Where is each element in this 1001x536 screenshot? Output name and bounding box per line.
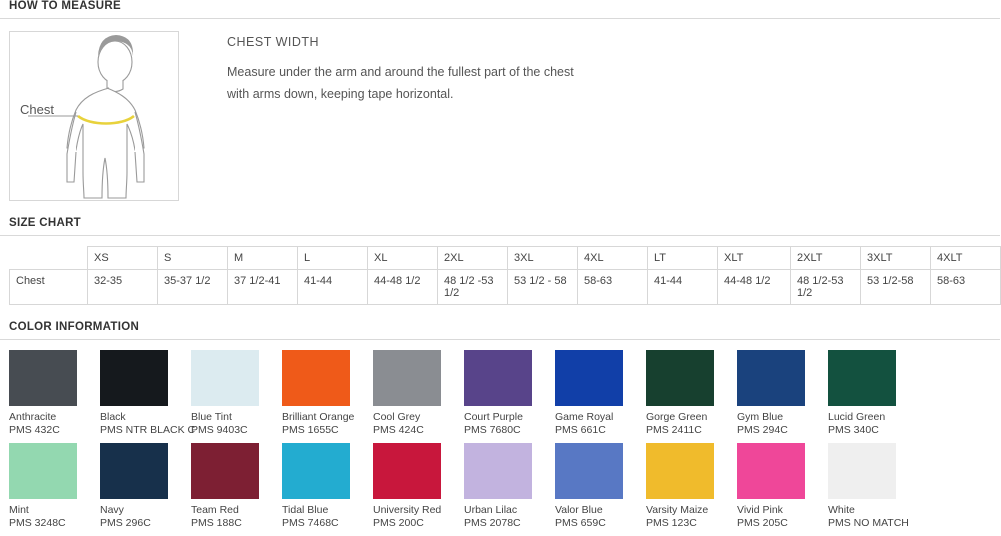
color-swatch[interactable] bbox=[373, 350, 459, 437]
size-col-xs: XS bbox=[88, 247, 158, 270]
color-swatch[interactable] bbox=[373, 443, 459, 530]
size-cell-2xlt: 48 1/2-53 1/2 bbox=[791, 270, 861, 305]
color-chip bbox=[646, 350, 714, 406]
size-col-2xl: 2XL bbox=[438, 247, 508, 270]
color-name: Urban Lilac bbox=[464, 504, 518, 516]
color-pms: PMS 296C bbox=[100, 517, 151, 529]
size-col-xl: XL bbox=[368, 247, 438, 270]
color-chip bbox=[100, 350, 168, 406]
measure-line-2: with arms down, keeping tape horizontal. bbox=[227, 87, 454, 101]
color-chip bbox=[282, 350, 350, 406]
color-name: Valor Blue bbox=[555, 504, 603, 516]
color-chip bbox=[828, 350, 896, 406]
color-name: Gorge Green bbox=[646, 411, 708, 423]
color-swatch[interactable] bbox=[191, 350, 277, 437]
size-cell-m: 37 1/2-41 bbox=[228, 270, 298, 305]
size-chart-corner-cell bbox=[10, 247, 88, 270]
size-cell-l: 41-44 bbox=[298, 270, 368, 305]
size-cell-xlt: 44-48 1/2 bbox=[718, 270, 791, 305]
size-col-2xlt: 2XLT bbox=[791, 247, 861, 270]
size-chart-header-row bbox=[10, 247, 1001, 270]
color-chip bbox=[555, 443, 623, 499]
size-cell-4xlt: 58-63 bbox=[931, 270, 1001, 305]
measurement-figure bbox=[9, 31, 179, 201]
chest-figure-label: Chest bbox=[20, 102, 54, 117]
color-pms: PMS 7468C bbox=[282, 517, 339, 529]
size-col-s: S bbox=[158, 247, 228, 270]
size-chart-heading: SIZE CHART bbox=[0, 217, 1000, 236]
color-swatch[interactable] bbox=[282, 443, 368, 530]
measure-title: CHEST WIDTH bbox=[227, 35, 320, 49]
size-cell-lt: 41-44 bbox=[648, 270, 718, 305]
color-swatch[interactable] bbox=[282, 350, 368, 437]
size-col-l: L bbox=[298, 247, 368, 270]
how-to-measure-content bbox=[0, 19, 1000, 201]
size-cell-s: 35-37 1/2 bbox=[158, 270, 228, 305]
color-name: Varsity Maize bbox=[646, 504, 709, 516]
color-chip bbox=[555, 350, 623, 406]
measure-line-1: Measure under the arm and around the fullest part of the chest bbox=[227, 65, 574, 79]
color-chip bbox=[9, 350, 77, 406]
color-swatch[interactable] bbox=[646, 443, 732, 530]
color-chip bbox=[646, 443, 714, 499]
size-chart-table bbox=[9, 246, 1001, 305]
color-name: Gym Blue bbox=[737, 411, 784, 423]
color-chip bbox=[737, 350, 805, 406]
color-chip bbox=[9, 443, 77, 499]
color-chip bbox=[100, 443, 168, 499]
size-cell-xl: 44-48 1/2 bbox=[368, 270, 438, 305]
color-pms: PMS 340C bbox=[828, 424, 879, 436]
color-chip bbox=[373, 350, 441, 406]
color-name: Vivid Pink bbox=[737, 504, 783, 516]
color-swatch-grid bbox=[0, 340, 1000, 536]
color-name: Game Royal bbox=[555, 411, 614, 423]
color-chip bbox=[191, 443, 259, 499]
color-pms: PMS 424C bbox=[373, 424, 424, 436]
color-pms: PMS 3248C bbox=[9, 517, 66, 529]
size-cell-3xlt: 53 1/2-58 bbox=[861, 270, 931, 305]
color-chip bbox=[464, 350, 532, 406]
color-name: White bbox=[828, 504, 855, 516]
color-pms: PMS 661C bbox=[555, 424, 606, 436]
color-pms: PMS NO MATCH bbox=[828, 517, 909, 529]
size-cell-4xl: 58-63 bbox=[578, 270, 648, 305]
color-chip bbox=[373, 443, 441, 499]
color-name: Anthracite bbox=[9, 411, 57, 423]
color-pms: PMS 7680C bbox=[464, 424, 521, 436]
size-col-3xl: 3XL bbox=[508, 247, 578, 270]
color-pms: PMS 294C bbox=[737, 424, 788, 436]
color-name: Lucid Green bbox=[828, 411, 886, 423]
color-name: Brilliant Orange bbox=[282, 411, 355, 423]
color-name: Cool Grey bbox=[373, 411, 421, 423]
color-pms: PMS 9403C bbox=[191, 424, 248, 436]
color-pms: PMS 200C bbox=[373, 517, 424, 529]
color-swatch[interactable] bbox=[646, 350, 732, 437]
color-pms: PMS 123C bbox=[646, 517, 697, 529]
color-name: Black bbox=[100, 411, 126, 423]
color-pms: PMS NTR BLACK C bbox=[100, 424, 196, 436]
color-swatch[interactable] bbox=[100, 350, 196, 437]
table-row bbox=[10, 270, 1001, 305]
color-swatch[interactable] bbox=[828, 350, 914, 437]
color-swatch[interactable] bbox=[100, 443, 186, 530]
color-chip bbox=[464, 443, 532, 499]
color-chip bbox=[737, 443, 805, 499]
size-col-m: M bbox=[228, 247, 298, 270]
color-pms: PMS 188C bbox=[191, 517, 242, 529]
color-pms: PMS 2411C bbox=[646, 424, 702, 436]
size-cell-2xl: 48 1/2 -53 1/2 bbox=[438, 270, 508, 305]
color-pms: PMS 432C bbox=[9, 424, 60, 436]
color-chip bbox=[282, 443, 350, 499]
color-chip bbox=[191, 350, 259, 406]
color-name: University Red bbox=[373, 504, 442, 516]
measure-instructions bbox=[179, 31, 574, 201]
color-name: Mint bbox=[9, 504, 29, 516]
color-name: Court Purple bbox=[464, 411, 523, 423]
color-chip bbox=[828, 443, 896, 499]
color-swatch[interactable] bbox=[464, 443, 550, 530]
size-cell-xs: 32-35 bbox=[88, 270, 158, 305]
color-name: Blue Tint bbox=[191, 411, 232, 423]
size-col-lt: LT bbox=[648, 247, 718, 270]
color-swatch[interactable] bbox=[555, 443, 641, 530]
size-col-4xlt: 4XLT bbox=[931, 247, 1001, 270]
color-pms: PMS 659C bbox=[555, 517, 606, 529]
color-information-heading: COLOR INFORMATION bbox=[0, 321, 1000, 340]
size-col-4xl: 4XL bbox=[578, 247, 648, 270]
size-row-label-chest: Chest bbox=[10, 270, 88, 305]
color-swatch[interactable] bbox=[9, 443, 95, 530]
size-col-xlt: XLT bbox=[718, 247, 791, 270]
color-name: Tidal Blue bbox=[282, 504, 329, 516]
color-pms: PMS 1655C bbox=[282, 424, 339, 436]
color-name: Navy bbox=[100, 504, 124, 516]
color-swatch[interactable] bbox=[737, 350, 823, 437]
color-pms: PMS 205C bbox=[737, 517, 788, 529]
color-swatch[interactable] bbox=[828, 443, 914, 530]
color-swatch[interactable] bbox=[191, 443, 277, 530]
size-col-3xlt: 3XLT bbox=[861, 247, 931, 270]
color-pms: PMS 2078C bbox=[464, 517, 521, 529]
color-swatch[interactable] bbox=[737, 443, 823, 530]
color-swatch[interactable] bbox=[555, 350, 641, 437]
how-to-measure-heading: HOW TO MEASURE bbox=[0, 0, 1000, 19]
size-cell-3xl: 53 1/2 - 58 bbox=[508, 270, 578, 305]
color-name: Team Red bbox=[191, 504, 239, 516]
color-swatch[interactable] bbox=[9, 350, 95, 437]
color-swatch[interactable] bbox=[464, 350, 550, 437]
